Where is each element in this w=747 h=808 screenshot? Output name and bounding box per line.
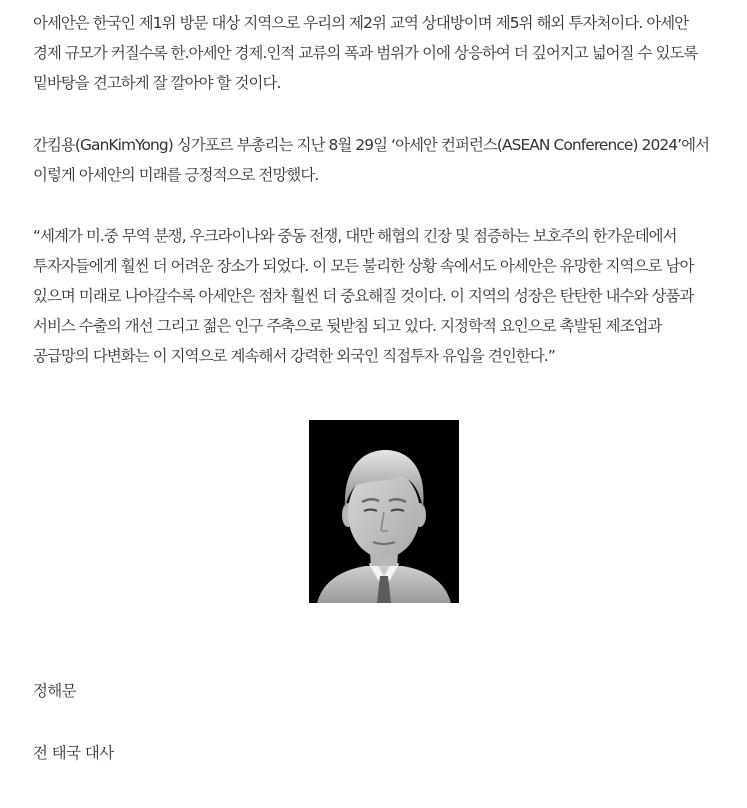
article-body (33, 8, 713, 371)
author-photo (309, 420, 459, 603)
article-paragraph-1: 아세안은 한국인 제1위 방문 대상 지역으로 우리의 제2위 교역 상대방이며 제5위 해외 투자처이다. 아세안 경제 규모가 커질수록 한.아세안 경제.인적 교류의 폭과 범위가 이에 상응하여 더 깊어지고 넓어질 수 있도록 밑바탕을 견고하게 잘 깔아야 할 것이다. (33, 14, 698, 92)
article-paragraph-3-quote: “세계가 미.중 무역 분쟁, 우크라이나와 중동 전쟁, 대만 해협의 긴장 및 점증하는 보호주의 한가운데에서 투자자들에게 훨씬 더 어려운 장소가 되었다. 이 모든 불리한 상황 속에서도 아세안은 유망한 지역으로 남아 있으며 미래로 나아갈수록 아세안은 점차 훨씬 더 중요해질 것이다. 이 지역의 성장은 탄탄한 내수와 상품과 서비스 수출의 개선 그리고 젊은 인구 주축으로 뒷받침 되고 있다. 지정학적 요인으로 촉발된 제조업과 공급망의 다변화는 이 지역으로 계속해서 강력한 외국인 직접투자 유입을 견인한다.” (33, 227, 694, 365)
article-paragraph-2: 간킴용(GanKimYong) 싱가포르 부총리는 지난 8월 29일 ‘아세안 컨퍼런스(ASEAN Conference) 2024’에서 이렇게 아세안의 미래를 긍정적으로 전망했다. (33, 136, 710, 184)
author-name: 정해문 (33, 682, 77, 700)
author-portrait-image (309, 420, 459, 603)
author-title: 전 태국 대사 (33, 744, 114, 762)
